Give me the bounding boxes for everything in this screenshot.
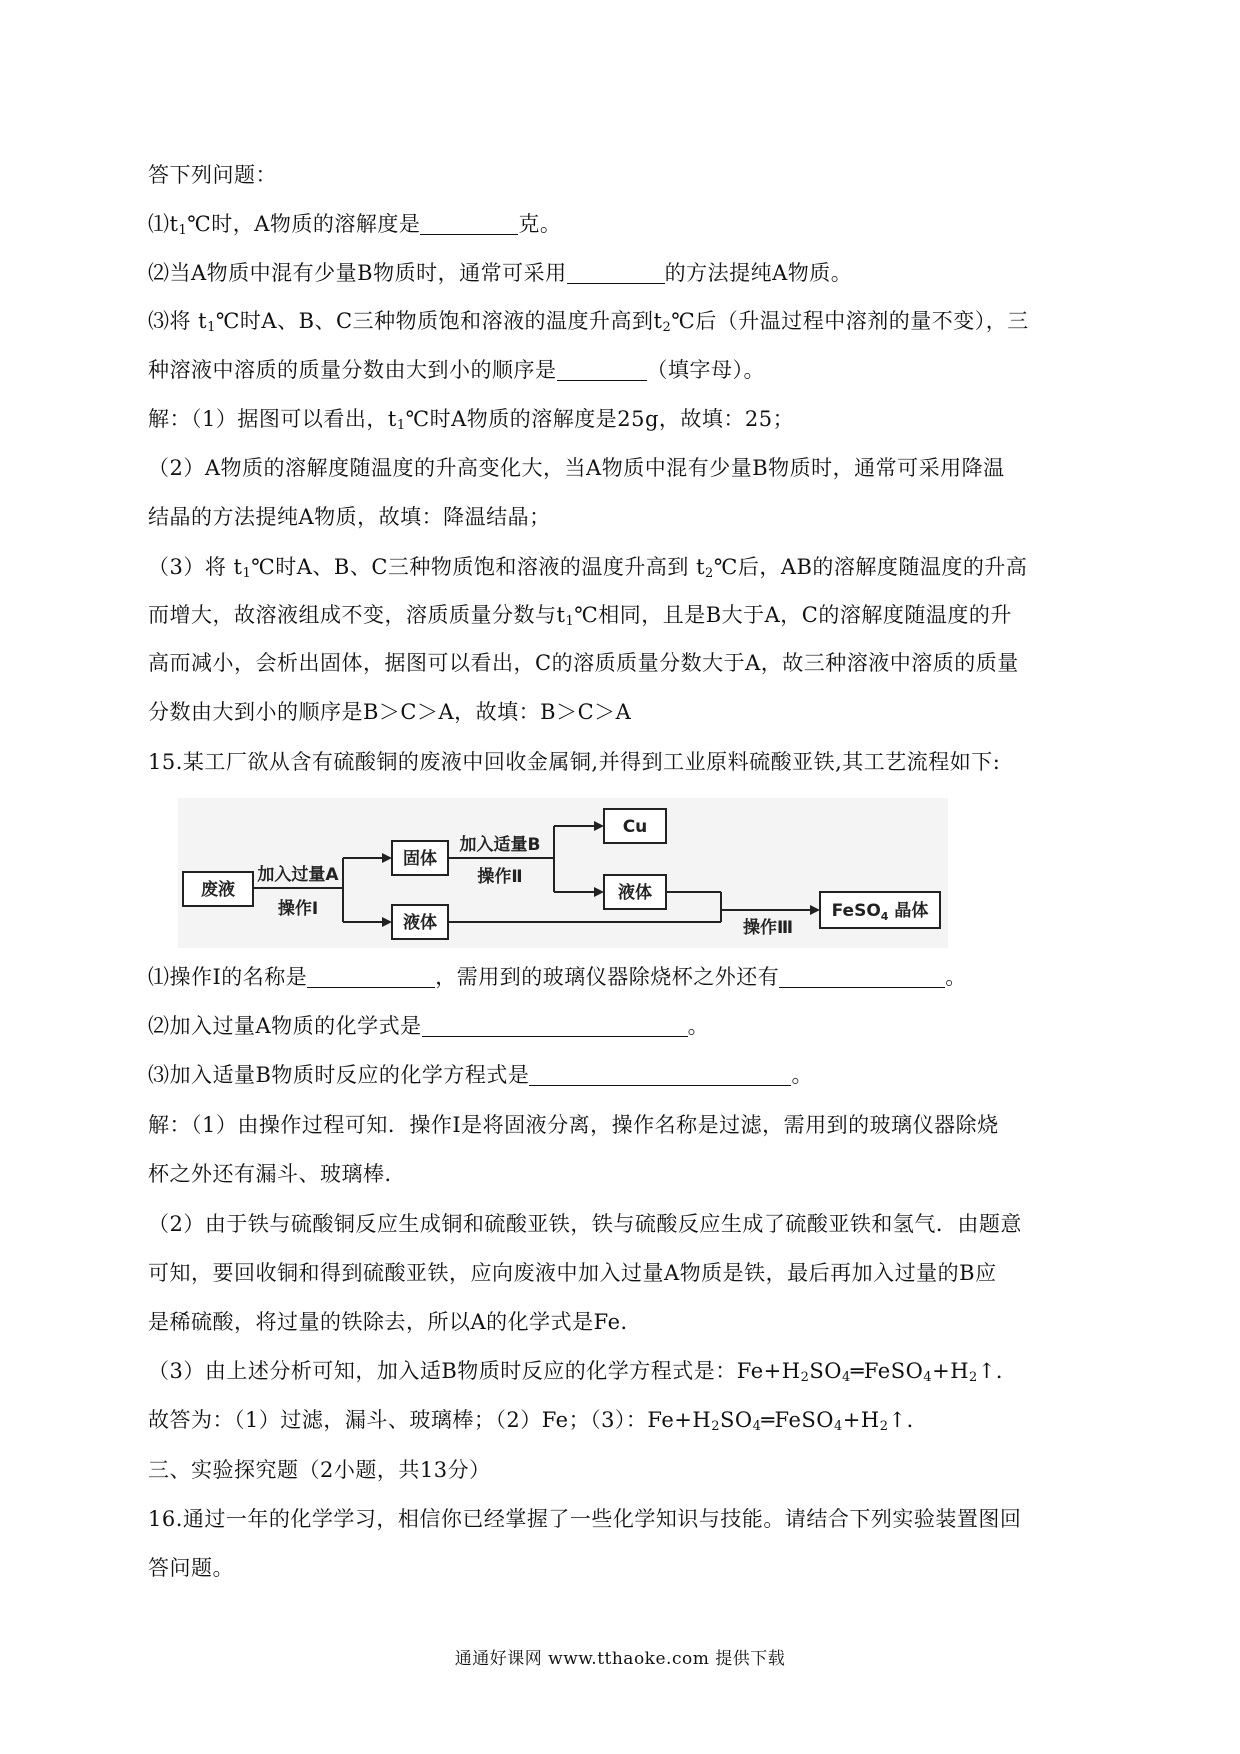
answer-15-1: 解：（1）由操作过程可知．操作Ⅰ是将固液分离，操作名称是过滤，需用到的玻璃仪器除烧 xyxy=(148,1113,999,1137)
text: ℃时，A物质的溶解度是 xyxy=(187,212,421,236)
box-label: 液体 xyxy=(618,883,652,903)
question-1 xyxy=(148,209,1068,239)
text: ═FeSO xyxy=(850,1359,924,1383)
text: ，需用到的玻璃仪器除烧杯之外还有 xyxy=(435,965,780,989)
text: ↑． xyxy=(888,1408,929,1432)
text: ℃时A物质的溶解度是25g，故填：25； xyxy=(405,407,795,431)
text: 的方法提纯A物质。 xyxy=(664,261,853,285)
text: ℃时A、B、C三种物质饱和溶液的温度升高到t xyxy=(215,309,663,333)
answer-3 xyxy=(148,552,1068,582)
box-product xyxy=(820,892,940,928)
question-3-cont xyxy=(148,355,1068,385)
subscript: 2 xyxy=(711,1419,720,1434)
text: 克。 xyxy=(518,212,562,236)
box-label: 固体 xyxy=(403,849,437,869)
text: 故答为：（1）过滤，漏斗、玻璃棒；（2）Fe；（3）：Fe+H xyxy=(148,1408,712,1432)
text: +H xyxy=(932,1359,970,1383)
question-15-2 xyxy=(148,1011,1068,1041)
text: ℃后，AB的溶解度随温度的升高 xyxy=(713,555,1028,579)
answer-blank xyxy=(420,212,518,235)
text: ⑶将 t xyxy=(148,309,208,333)
label-op-2: 操作Ⅱ xyxy=(477,867,523,887)
question-3 xyxy=(148,306,1068,336)
text: ℃后（升温过程中溶剂的量不变），三 xyxy=(671,309,1029,333)
answer-3-cont: 分数由大到小的顺序是B＞C＞A，故填：B＞C＞A xyxy=(148,700,632,724)
box-waste-liquid xyxy=(183,872,253,906)
text: ℃相同，且是B大于A，C的溶解度随温度的升 xyxy=(574,603,1012,627)
product-text: 晶体 xyxy=(888,901,929,921)
answer-2: （2）A物质的溶解度随温度的升高变化大，当A物质中混有少量B物质时，通常可采用降温 xyxy=(148,456,1005,480)
answer-blank xyxy=(529,1063,791,1086)
question-15-3 xyxy=(148,1060,1068,1090)
box-solid xyxy=(392,841,448,875)
section-heading: 三、实验探究题（2小题，共13分） xyxy=(148,1458,491,1482)
page-footer: 通通好课网 www.tthaoke.com 提供下载 xyxy=(454,1649,786,1669)
label-op-3: 操作Ⅲ xyxy=(742,918,794,938)
subscript: 4 xyxy=(752,1419,762,1434)
answer-15-2-cont: 可知，要回收铜和得到硫酸亚铁，应向废液中加入过量A物质是铁，最后再加入过量的B应 xyxy=(148,1261,997,1285)
text: ⑴操作Ⅰ的名称是 xyxy=(148,965,308,989)
question-15-1 xyxy=(148,962,1068,992)
question-15-title: 15.某工厂欲从含有硫酸铜的废液中回收金属铜,并得到工业原料硫酸亚铁,其工艺流程如下: xyxy=(148,750,1001,774)
subscript: 1 xyxy=(178,223,188,238)
answer-3-cont xyxy=(148,600,1068,630)
text: ⑶加入适量B物质时反应的化学方程式是 xyxy=(148,1063,530,1087)
box-liquid-2 xyxy=(604,875,666,909)
answer-blank xyxy=(307,965,435,988)
subscript: 2 xyxy=(969,1370,978,1385)
answer-15-2: （2）由于铁与硫酸铜反应生成铜和硫酸亚铁，铁与硫酸反应生成了硫酸亚铁和氢气．由题意 xyxy=(148,1212,1022,1236)
box-cu xyxy=(604,809,666,843)
box-label xyxy=(832,900,929,923)
answer-blank xyxy=(422,1014,688,1037)
answer-blank xyxy=(567,261,665,284)
subscript: 2 xyxy=(662,320,672,335)
subscript: 1 xyxy=(207,320,216,335)
text: ⑵当A物质中混有少量B物质时，通常可采用 xyxy=(148,261,567,285)
question-16: 16.通过一年的化学学习，相信你已经掌握了一些化学知识与技能。请结合下列实验装置图回 xyxy=(148,1507,1022,1531)
box-label: 废液 xyxy=(201,880,235,900)
text: （3）将 t xyxy=(148,555,243,579)
answer-blank xyxy=(557,358,647,381)
question-16-cont: 答问题。 xyxy=(148,1556,234,1580)
text: +H xyxy=(842,1408,880,1432)
text: 。 xyxy=(791,1063,813,1087)
answer-15-1-cont: 杯之外还有漏斗、玻璃棒． xyxy=(148,1162,406,1186)
text: ⑴t xyxy=(148,212,179,236)
text: （填字母）。 xyxy=(646,358,765,382)
subscript: 1 xyxy=(242,566,252,581)
subscript: 4 xyxy=(841,1370,851,1385)
text: 解：（1）据图可以看出，t xyxy=(148,407,397,431)
subscript: 2 xyxy=(800,1370,810,1385)
text: ═FeSO xyxy=(761,1408,834,1432)
subscript: 1 xyxy=(565,614,575,629)
text-line: 答下列问题： xyxy=(148,163,277,187)
question-2 xyxy=(148,258,1068,288)
answer-summary xyxy=(148,1405,1068,1435)
box-liquid-1 xyxy=(392,905,448,939)
text: （3）由上述分析可知，加入适B物质时反应的化学方程式是：Fe+H xyxy=(148,1359,801,1383)
answer-2-cont: 结晶的方法提纯A物质，故填：降温结晶； xyxy=(148,505,551,529)
subscript: 1 xyxy=(396,418,406,433)
text: 。 xyxy=(687,1014,710,1038)
answer-15-2-cont: 是稀硫酸，将过量的铁除去，所以A的化学式是Fe． xyxy=(148,1310,643,1334)
text: SO xyxy=(809,1359,842,1383)
answer-1 xyxy=(148,404,1068,434)
box-label: Cu xyxy=(622,817,648,837)
answer-3-cont: 高而减小，会析出固体，据图可以看出，C的溶质质量分数大于A，故三种溶液中溶质的质量 xyxy=(148,651,1019,675)
text: 种溶液中溶质的质量分数由大到小的顺序是 xyxy=(148,358,557,382)
text: ↑． xyxy=(977,1359,1018,1383)
box-label: 液体 xyxy=(403,913,437,933)
text: 而增大，故溶液组成不变，溶质质量分数与t xyxy=(148,603,566,627)
product-subscript: 4 xyxy=(880,910,889,923)
text: ℃时A、B、C三种物质饱和溶液的温度升高到 t xyxy=(251,555,706,579)
answer-15-3 xyxy=(148,1356,1068,1386)
text: 。 xyxy=(945,965,967,989)
label-add-b: 加入适量B xyxy=(459,835,541,855)
text: ⑵加入过量A物质的化学式是 xyxy=(148,1014,422,1038)
process-flow-diagram xyxy=(178,798,948,948)
answer-blank xyxy=(779,965,945,988)
subscript: 2 xyxy=(879,1419,889,1434)
subscript: 2 xyxy=(705,566,714,581)
label-op-1: 操作Ⅰ xyxy=(277,899,319,919)
text: SO xyxy=(719,1408,753,1432)
subscript: 4 xyxy=(923,1370,933,1385)
product-text: FeSO xyxy=(831,901,881,921)
label-add-a: 加入过量A xyxy=(257,865,339,885)
subscript: 4 xyxy=(833,1419,843,1434)
